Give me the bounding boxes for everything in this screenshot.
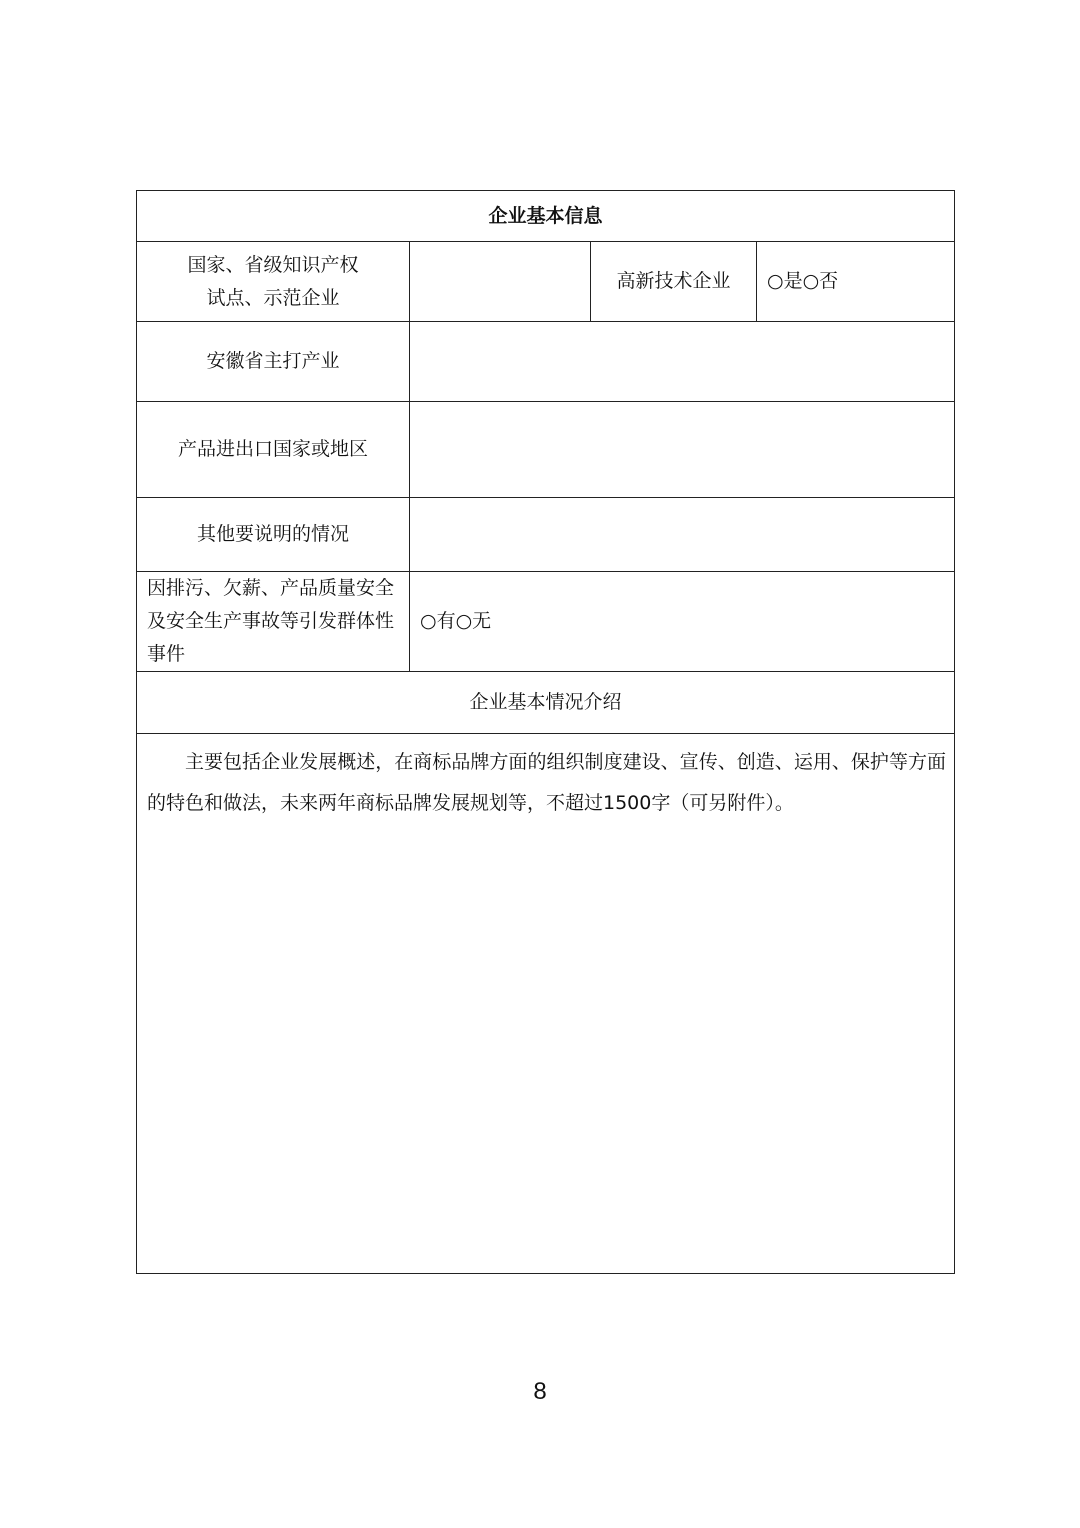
form-title-row <box>137 191 955 242</box>
export-row <box>137 402 955 498</box>
export-value-field[interactable] <box>410 402 955 498</box>
incident-options[interactable]: ○有○无 <box>410 572 955 672</box>
other-row <box>137 498 955 572</box>
form-title: 企业基本信息 <box>137 191 955 242</box>
intro-body-row <box>137 734 955 1274</box>
other-value-field[interactable] <box>410 498 955 572</box>
enterprise-info-form <box>136 190 955 1274</box>
incident-label: 因排污、欠薪、产品质量安全及安全生产事故等引发群体性事件 <box>137 572 410 672</box>
intro-title-row <box>137 672 955 734</box>
industry-row <box>137 322 955 402</box>
pilot-label-line1: 国家、省级知识产权 <box>187 253 359 276</box>
incident-row <box>137 572 955 672</box>
pilot-value-field[interactable] <box>410 242 591 322</box>
other-label: 其他要说明的情况 <box>137 498 410 572</box>
pilot-label-line2: 试点、示范企业 <box>206 286 340 309</box>
pilot-label <box>137 242 410 322</box>
page-number: 8 <box>533 1378 547 1405</box>
intro-body-field[interactable]: 主要包括企业发展概述，在商标品牌方面的组织制度建设、宣传、创造、运用、保护等方面的特色和做法，未来两年商标品牌发展规划等，不超过1500字（可另附件）。 <box>137 734 955 1274</box>
hightech-label: 高新技术企业 <box>591 242 757 322</box>
hightech-options[interactable]: ○是○否 <box>757 242 955 322</box>
intro-title: 企业基本情况介绍 <box>137 672 955 734</box>
export-label: 产品进出口国家或地区 <box>137 402 410 498</box>
industry-value-field[interactable] <box>410 322 955 402</box>
pilot-row <box>137 242 955 322</box>
industry-label: 安徽省主打产业 <box>137 322 410 402</box>
